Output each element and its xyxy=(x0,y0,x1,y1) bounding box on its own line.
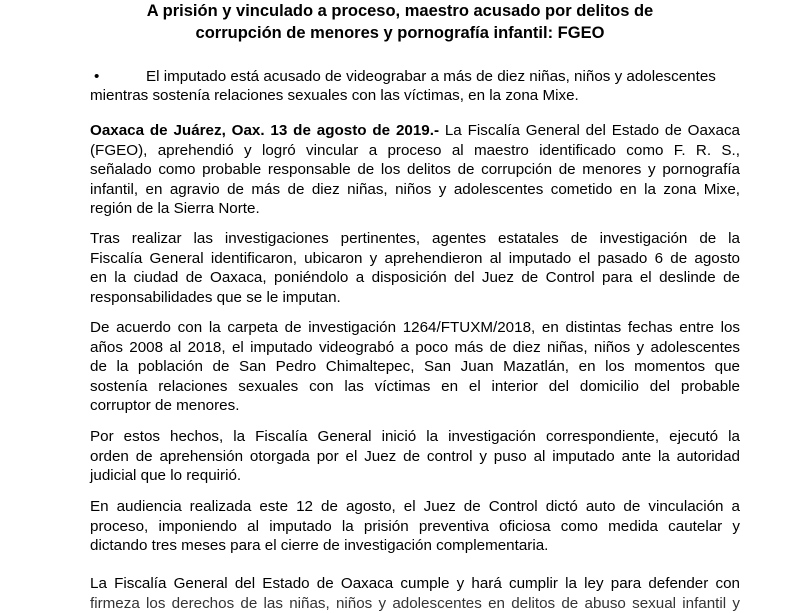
bullet-dot-icon: • xyxy=(90,67,146,86)
paragraph-line xyxy=(90,121,740,141)
paragraph-line: (FGEO), aprehendió y logró vincular a proceso al maestro identificado como F. R. S., xyxy=(90,141,740,161)
paragraph-line: región de la Sierra Norte. xyxy=(90,199,740,219)
paragraph-line: sostenía relaciones sexuales con las víctimas en el interior del domicilio del probable xyxy=(90,377,740,397)
paragraph-1 xyxy=(90,121,740,219)
paragraph-6 xyxy=(90,574,740,613)
paragraph-3 xyxy=(90,318,740,416)
paragraph-line: Por estos hechos, la Fiscalía General inició la investigación correspondiente, ejecutó la xyxy=(90,427,740,447)
bullet-line-1 xyxy=(90,67,740,86)
paragraph-line: infantil, en agravio de más de diez niñas, niños y adolescentes cometido en la zona Mixe, xyxy=(90,180,740,200)
document-title xyxy=(90,0,710,44)
summary-bullet xyxy=(90,67,740,105)
paragraph-2 xyxy=(90,229,740,307)
paragraph-line: años 2008 al 2018, el imputado videograbó a poco más de diez niñas, niños y adolescentes xyxy=(90,338,740,358)
title-line-1: A prisión y vinculado a proceso, maestro acusado por delitos de xyxy=(90,0,710,22)
paragraph-line: de la población de San Pedro Chimaltepec, San Juan Mazatlán, en los momentos que xyxy=(90,357,740,377)
title-line-2: corrupción de menores y pornografía infantil: FGEO xyxy=(90,22,710,44)
dateline: Oaxaca de Juárez, Oax. 13 de agosto de 2019.- xyxy=(90,122,439,139)
paragraph-line: dictando tres meses para el cierre de investigación complementaria. xyxy=(90,536,740,556)
paragraph-line: En audiencia realizada este 12 de agosto, el Juez de Control dictó auto de vinculación a xyxy=(90,497,740,517)
paragraph-line: orden de aprehensión otorgada por el Juez de control y puso al imputado ante la autoridad xyxy=(90,447,740,467)
bullet-text-1: El imputado está acusado de videograbar a más de diez niñas, niños y adolescentes xyxy=(146,68,716,85)
paragraph-line: proceso, imponiendo al imputado la prisión preventiva oficiosa como medida cautelar y xyxy=(90,517,740,537)
paragraph-text: La Fiscalía General del Estado de Oaxaca xyxy=(439,122,740,139)
paragraph-line: judicial que lo requirió. xyxy=(90,466,740,486)
paragraph-line: La Fiscalía General del Estado de Oaxaca cumple y hará cumplir la ley para defender con xyxy=(90,574,740,594)
paragraph-line: en la ciudad de Oaxaca, poniéndolo a disposición del Juez de Control para el deslinde de xyxy=(90,268,740,288)
paragraph-line: corruptor de menores. xyxy=(90,396,740,416)
paragraph-4 xyxy=(90,427,740,486)
paragraph-5 xyxy=(90,497,740,556)
paragraph-line: firmeza los derechos de las niñas, niños y adolescentes en delitos de abuso sexual infantil y xyxy=(90,594,740,613)
paragraph-line: De acuerdo con la carpeta de investigación 1264/FTUXM/2018, en distintas fechas entre los xyxy=(90,318,740,338)
paragraph-line: Fiscalía General identificaron, ubicaron y aprehendieron al imputado el pasado 6 de agosto xyxy=(90,249,740,269)
bullet-text-2: mientras sostenía relaciones sexuales con las víctimas, en la zona Mixe. xyxy=(90,86,740,105)
paragraph-line: Tras realizar las investigaciones pertinentes, agentes estatales de investigación de la xyxy=(90,229,740,249)
paragraph-line: señalado como probable responsable de los delitos de corrupción de menores y pornografía xyxy=(90,160,740,180)
paragraph-line: responsabilidades que se le imputan. xyxy=(90,288,740,308)
